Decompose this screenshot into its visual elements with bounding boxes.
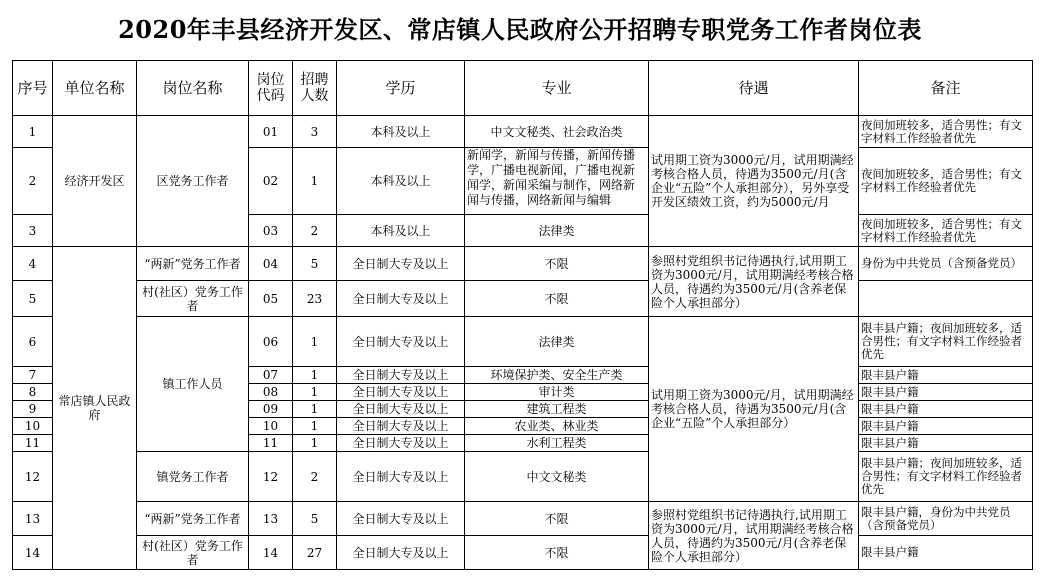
cell-education: 全日制大专及以上 — [337, 536, 465, 570]
cell-code: 14 — [249, 536, 293, 570]
cell-education: 本科及以上 — [337, 116, 465, 148]
cell-education: 全日制大专及以上 — [337, 418, 465, 435]
cell-education: 全日制大专及以上 — [337, 502, 465, 536]
cell-major: 法律类 — [465, 215, 649, 247]
cell-seq: 6 — [13, 317, 53, 367]
cell-major: 建筑工程类 — [465, 401, 649, 418]
cell-remark: 限丰县户籍，身份为中共党员（含预备党员） — [859, 502, 1033, 536]
cell-education: 全日制大专及以上 — [337, 452, 465, 502]
cell-code: 04 — [249, 247, 293, 281]
cell-major: 不限 — [465, 502, 649, 536]
cell-code: 12 — [249, 452, 293, 502]
header-row — [13, 61, 1033, 116]
cell-position-district-party: 区党务工作者 — [137, 116, 249, 247]
cell-education: 全日制大专及以上 — [337, 367, 465, 384]
cell-education: 全日制大专及以上 — [337, 317, 465, 367]
cell-code: 03 — [249, 215, 293, 247]
cell-position-liangxin: “两新”党务工作者 — [137, 247, 249, 281]
cell-remark: 限丰县户籍 — [859, 536, 1033, 570]
cell-count: 1 — [293, 317, 337, 367]
cell-education: 全日制大专及以上 — [337, 247, 465, 281]
cell-code: 11 — [249, 435, 293, 452]
cell-seq: 14 — [13, 536, 53, 570]
cell-count: 1 — [293, 435, 337, 452]
cell-code: 13 — [249, 502, 293, 536]
cell-seq: 3 — [13, 215, 53, 247]
cell-major: 法律类 — [465, 317, 649, 367]
cell-code: 01 — [249, 116, 293, 148]
cell-remark: 限丰县户籍 — [859, 401, 1033, 418]
cell-treatment-4: 参照村党组织书记待遇执行,试用期工资为3000元/月，试用期满经考核合格人员，待遇约为3500元/月(含养老保险个人承担部分） — [649, 502, 859, 570]
cell-remark: 夜间加班较多，适合男性；有文字材料工作经验者优先 — [859, 116, 1033, 148]
header-code: 岗位代码 — [249, 61, 293, 116]
cell-count: 5 — [293, 502, 337, 536]
cell-code: 06 — [249, 317, 293, 367]
cell-remark: 限丰县户籍 — [859, 367, 1033, 384]
cell-count: 2 — [293, 452, 337, 502]
cell-remark — [859, 281, 1033, 317]
header-education: 学历 — [337, 61, 465, 116]
cell-position-liangxin-2: “两新”党务工作者 — [137, 502, 249, 536]
cell-major — [465, 148, 649, 215]
cell-code: 07 — [249, 367, 293, 384]
cell-count: 3 — [293, 116, 337, 148]
cell-education: 全日制大专及以上 — [337, 384, 465, 401]
table-row — [13, 502, 1033, 536]
cell-seq: 2 — [13, 148, 53, 215]
cell-seq: 5 — [13, 281, 53, 317]
cell-remark: 夜间加班较多，适合男性；有文字材料工作经验者优先 — [859, 148, 1033, 215]
cell-unit-changdian: 常店镇人民政府 — [53, 247, 137, 570]
table-row — [13, 536, 1033, 570]
cell-major: 不限 — [465, 247, 649, 281]
cell-seq: 1 — [13, 116, 53, 148]
cell-code: 08 — [249, 384, 293, 401]
page-title: 2020年丰县经济开发区、常店镇人民政府公开招聘专职党务工作者岗位表 — [118, 15, 922, 44]
cell-count: 1 — [293, 418, 337, 435]
cell-seq: 9 — [13, 401, 53, 418]
header-position: 岗位名称 — [137, 61, 249, 116]
cell-seq: 10 — [13, 418, 53, 435]
cell-remark: 限丰县户籍 — [859, 418, 1033, 435]
cell-remark: 身份为中共党员（含预备党员） — [859, 247, 1033, 281]
cell-count: 2 — [293, 215, 337, 247]
cell-major: 审计类 — [465, 384, 649, 401]
cell-treatment-2: 参照村党组织书记待遇执行,试用期工资为3000元/月，试用期满经考核合格人员，待遇约为3500元/月(含养老保险个人承担部分） — [649, 247, 859, 317]
cell-remark: 限丰县户籍；夜间加班较多，适合男性；有文字材料工作经验者优先 — [859, 452, 1033, 502]
cell-remark: 限丰县户籍 — [859, 384, 1033, 401]
header-seq: 序号 — [13, 61, 53, 116]
table-row — [13, 116, 1033, 148]
header-count: 招聘人数 — [293, 61, 337, 116]
cell-major: 水利工程类 — [465, 435, 649, 452]
table-row — [13, 247, 1033, 281]
cell-code: 02 — [249, 148, 293, 215]
cell-education: 本科及以上 — [337, 148, 465, 215]
cell-major: 中文文秘类、社会政治类 — [465, 116, 649, 148]
header-major: 专业 — [465, 61, 649, 116]
cell-count: 27 — [293, 536, 337, 570]
cell-education: 本科及以上 — [337, 215, 465, 247]
cell-treatment-1: 试用期工资为3000元/月，试用期满经考核合格人员，待遇为3500元/月(含企业“五险”个人承担部分），另外享受开发区绩效工资，约为5000元/月 — [649, 116, 859, 247]
cell-unit-dev-zone: 经济开发区 — [53, 116, 137, 247]
header-remark: 备注 — [859, 61, 1033, 116]
cell-seq: 7 — [13, 367, 53, 384]
table-row — [13, 317, 1033, 367]
cell-seq: 8 — [13, 384, 53, 401]
cell-treatment-3: 试用期工资为3000元/月，试用期满经考核合格人员，待遇为3500元/月(含企业“五险”个人承担部分） — [649, 317, 859, 502]
cell-count: 1 — [293, 384, 337, 401]
cell-seq: 11 — [13, 435, 53, 452]
cell-count: 1 — [293, 401, 337, 418]
cell-education: 全日制大专及以上 — [337, 435, 465, 452]
cell-seq: 13 — [13, 502, 53, 536]
cell-count: 5 — [293, 247, 337, 281]
header-treatment: 待遇 — [649, 61, 859, 116]
cell-code: 10 — [249, 418, 293, 435]
cell-major: 环境保护类、安全生产类 — [465, 367, 649, 384]
cell-seq: 12 — [13, 452, 53, 502]
recruitment-table — [12, 60, 1033, 570]
cell-education: 全日制大专及以上 — [337, 401, 465, 418]
cell-major: 不限 — [465, 281, 649, 317]
cell-position-town-staff: 镇工作人员 — [137, 317, 249, 452]
cell-major: 农业类、林业类 — [465, 418, 649, 435]
cell-position-village-2: 村(社区）党务工作者 — [137, 536, 249, 570]
cell-major: 不限 — [465, 536, 649, 570]
cell-position-village: 村(社区）党务工作者 — [137, 281, 249, 317]
cell-remark: 限丰县户籍 — [859, 435, 1033, 452]
cell-remark: 限丰县户籍；夜间加班较多，适合男性；有文字材料工作经验者优先 — [859, 317, 1033, 367]
cell-major: 中文文秘类 — [465, 452, 649, 502]
cell-count: 23 — [293, 281, 337, 317]
cell-education: 全日制大专及以上 — [337, 281, 465, 317]
cell-count: 1 — [293, 367, 337, 384]
header-unit: 单位名称 — [53, 61, 137, 116]
cell-code: 09 — [249, 401, 293, 418]
cell-count: 1 — [293, 148, 337, 215]
table-row — [13, 452, 1033, 502]
cell-code: 05 — [249, 281, 293, 317]
cell-seq: 4 — [13, 247, 53, 281]
cell-major-text: 新闻学，新闻与传播，新闻传播学，广播电视新闻，广播电视新闻学，新闻采编与制作，网络新闻与传播，网络新闻与编辑 — [467, 148, 636, 207]
cell-remark: 夜间加班较多，适合男性；有文字材料工作经验者优先 — [859, 215, 1033, 247]
table-row — [13, 281, 1033, 317]
cell-position-town-party: 镇党务工作者 — [137, 452, 249, 502]
